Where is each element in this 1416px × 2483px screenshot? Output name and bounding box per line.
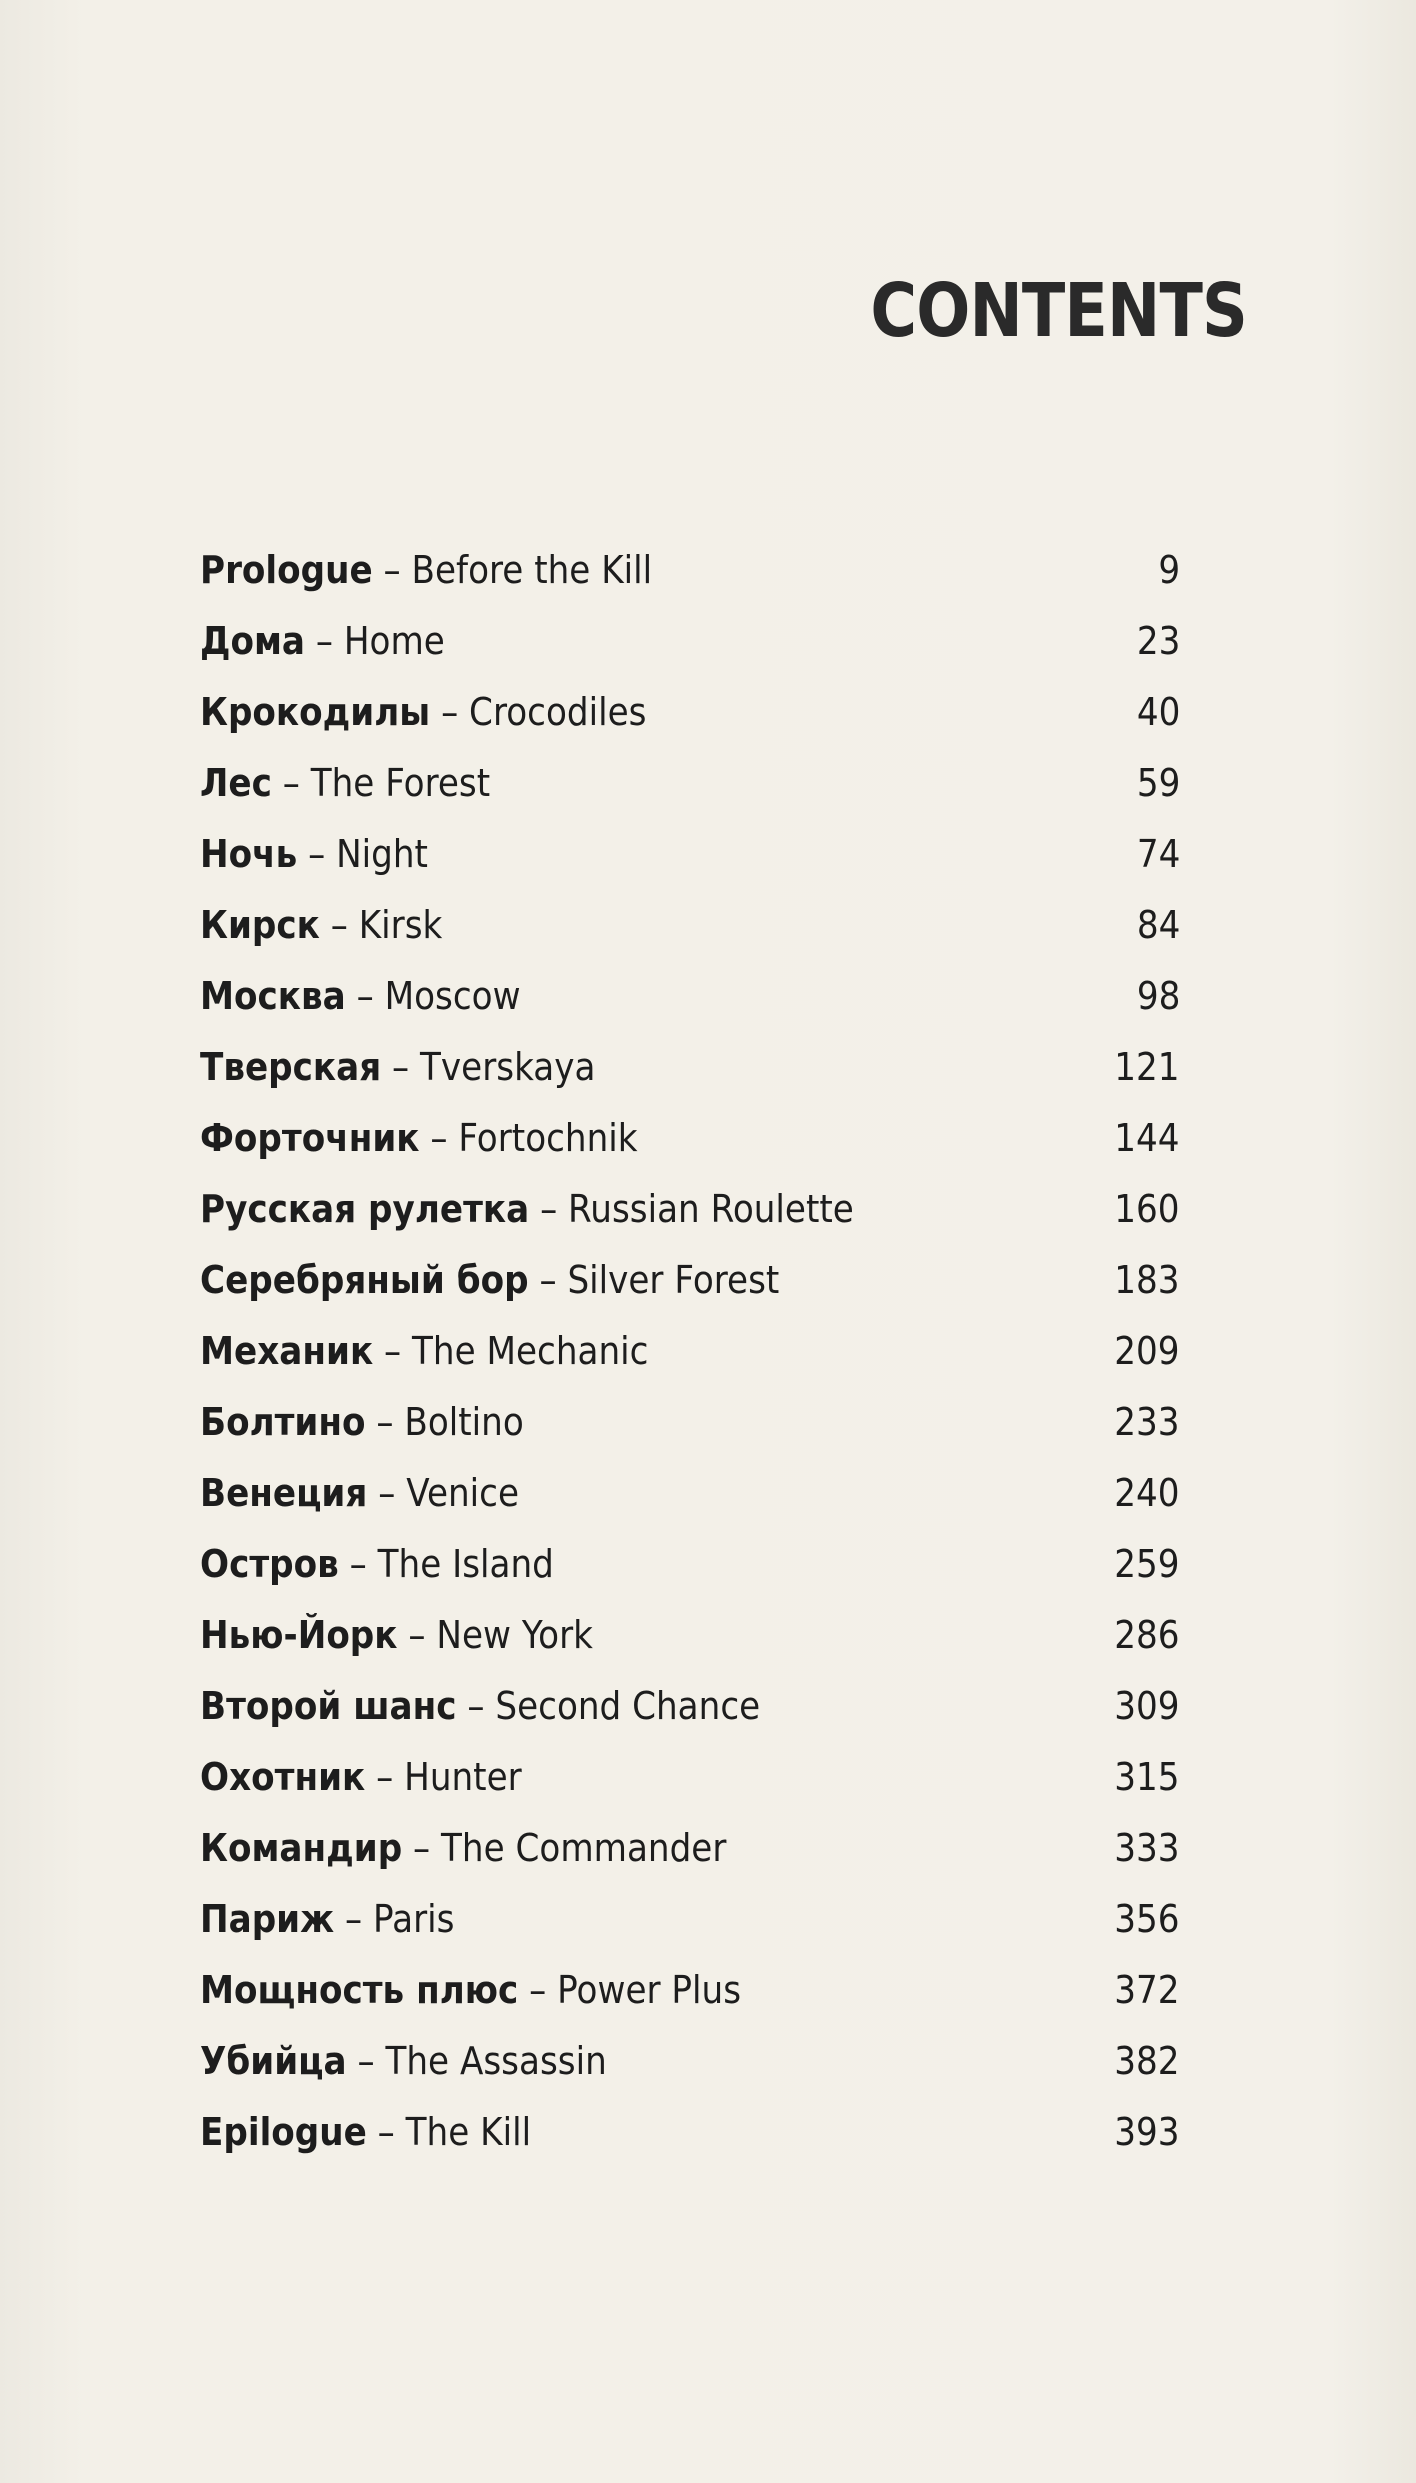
entry-english-title: Home xyxy=(343,619,445,663)
entry-separator: – xyxy=(456,1684,496,1728)
entry-page-number: 40 xyxy=(1136,690,1180,734)
toc-entry xyxy=(200,1671,1180,1742)
entry-title xyxy=(200,1103,638,1174)
entry-title xyxy=(200,1387,524,1458)
entry-russian-title: Охотник xyxy=(200,1755,366,1799)
entry-english-title: Paris xyxy=(373,1897,455,1941)
page-title: CONTENTS xyxy=(870,268,1247,354)
entry-english-title: The Forest xyxy=(310,761,491,805)
entry-title xyxy=(200,748,490,819)
entry-title xyxy=(200,961,521,1032)
entry-separator: – xyxy=(365,1755,405,1799)
entry-page-number: 382 xyxy=(1114,2039,1180,2083)
entry-title xyxy=(200,1955,741,2026)
toc-entry xyxy=(200,1316,1180,1387)
entry-russian-title: Командир xyxy=(200,1826,403,1870)
entry-english-title: Second Chance xyxy=(495,1684,761,1728)
entry-page-number: 23 xyxy=(1136,619,1180,663)
toc-entry xyxy=(200,2026,1180,2097)
entry-title xyxy=(200,1600,593,1671)
entry-separator: – xyxy=(430,690,470,734)
entry-russian-title: Форточник xyxy=(200,1116,420,1160)
entry-russian-title: Второй шанс xyxy=(200,1684,457,1728)
toc-entry xyxy=(200,677,1180,748)
entry-russian-title: Крокодилы xyxy=(200,690,431,734)
entry-russian-title: Москва xyxy=(200,974,346,1018)
entry-separator: – xyxy=(346,2039,386,2083)
entry-english-title: Before the Kill xyxy=(411,548,653,592)
entry-english-title: Silver Forest xyxy=(567,1258,780,1302)
entry-title xyxy=(200,1671,760,1742)
entry-separator: – xyxy=(372,548,412,592)
entry-page-number: 121 xyxy=(1114,1045,1180,1089)
entry-separator: – xyxy=(271,761,311,805)
entry-separator: – xyxy=(345,974,385,1018)
entry-russian-title: Ночь xyxy=(200,832,298,876)
entry-page-number: 9 xyxy=(1158,548,1180,592)
entry-russian-title: Epilogue xyxy=(200,2110,367,2154)
entry-title xyxy=(200,1458,519,1529)
entry-english-title: The Assassin xyxy=(385,2039,607,2083)
entry-separator: – xyxy=(334,1897,374,1941)
toc-entry xyxy=(200,1742,1180,1813)
entry-russian-title: Венеция xyxy=(200,1471,368,1515)
entry-russian-title: Кирск xyxy=(200,903,320,947)
toc-entry xyxy=(200,1032,1180,1103)
entry-title xyxy=(200,1174,854,1245)
entry-russian-title: Лес xyxy=(200,761,272,805)
entry-separator: – xyxy=(518,1968,558,2012)
entry-page-number: 286 xyxy=(1114,1613,1180,1657)
toc-entry xyxy=(200,1245,1180,1316)
entry-page-number: 183 xyxy=(1114,1258,1180,1302)
entry-title xyxy=(200,1529,554,1600)
entry-separator: – xyxy=(419,1116,459,1160)
entry-russian-title: Париж xyxy=(200,1897,335,1941)
entry-russian-title: Дома xyxy=(200,619,305,663)
toc-entry xyxy=(200,535,1180,606)
entry-english-title: Crocodiles xyxy=(469,690,647,734)
toc-entry xyxy=(200,1813,1180,1884)
entry-separator: – xyxy=(529,1187,569,1231)
entry-english-title: Boltino xyxy=(404,1400,524,1444)
entry-title xyxy=(200,1245,779,1316)
entry-russian-title: Тверская xyxy=(200,1045,382,1089)
entry-separator: – xyxy=(297,832,337,876)
entry-english-title: Tverskaya xyxy=(420,1045,596,1089)
entry-page-number: 333 xyxy=(1114,1826,1180,1870)
entry-page-number: 160 xyxy=(1114,1187,1180,1231)
toc-entry xyxy=(200,1955,1180,2026)
entry-page-number: 240 xyxy=(1114,1471,1180,1515)
entry-page-number: 144 xyxy=(1114,1116,1180,1160)
toc-entry xyxy=(200,961,1180,1032)
entry-russian-title: Нью-Йорк xyxy=(200,1613,398,1657)
entry-separator: – xyxy=(381,1045,421,1089)
entry-page-number: 233 xyxy=(1114,1400,1180,1444)
entry-separator: – xyxy=(366,2110,406,2154)
toc-entry xyxy=(200,748,1180,819)
entry-separator: – xyxy=(373,1329,413,1373)
entry-russian-title: Механик xyxy=(200,1329,374,1373)
entry-english-title: The Mechanic xyxy=(412,1329,649,1373)
entry-english-title: New York xyxy=(436,1613,593,1657)
entry-title xyxy=(200,1884,454,1955)
entry-english-title: Power Plus xyxy=(557,1968,742,2012)
entry-separator: – xyxy=(338,1542,378,1586)
entry-title xyxy=(200,2097,531,2168)
toc-entry xyxy=(200,1174,1180,1245)
entry-title xyxy=(200,606,445,677)
entry-russian-title: Серебряный бор xyxy=(200,1258,529,1302)
entry-separator: – xyxy=(397,1613,437,1657)
entry-title xyxy=(200,1316,648,1387)
entry-separator: – xyxy=(402,1826,442,1870)
toc-entry xyxy=(200,1884,1180,1955)
entry-page-number: 259 xyxy=(1114,1542,1180,1586)
entry-english-title: The Island xyxy=(377,1542,554,1586)
toc-entry xyxy=(200,606,1180,677)
entry-russian-title: Русская рулетка xyxy=(200,1187,530,1231)
toc-entry xyxy=(200,1458,1180,1529)
entry-english-title: Moscow xyxy=(384,974,521,1018)
entry-page-number: 84 xyxy=(1136,903,1180,947)
entry-title xyxy=(200,535,652,606)
entry-page-number: 209 xyxy=(1114,1329,1180,1373)
entry-separator: – xyxy=(304,619,344,663)
toc-entry xyxy=(200,819,1180,890)
entry-english-title: Hunter xyxy=(404,1755,522,1799)
entry-english-title: The Kill xyxy=(405,2110,532,2154)
entry-page-number: 98 xyxy=(1136,974,1180,1018)
entry-title xyxy=(200,890,442,961)
entry-title xyxy=(200,1742,522,1813)
entry-separator: – xyxy=(319,903,359,947)
entry-russian-title: Болтино xyxy=(200,1400,366,1444)
entry-title xyxy=(200,1813,726,1884)
entry-page-number: 393 xyxy=(1114,2110,1180,2154)
entry-title xyxy=(200,2026,607,2097)
entry-russian-title: Мощность плюс xyxy=(200,1968,519,2012)
entry-english-title: Night xyxy=(336,832,428,876)
toc-entry xyxy=(200,1387,1180,1458)
entry-separator: – xyxy=(528,1258,568,1302)
entry-title xyxy=(200,1032,595,1103)
toc-entry xyxy=(200,1600,1180,1671)
entry-russian-title: Prologue xyxy=(200,548,373,592)
entry-page-number: 59 xyxy=(1136,761,1180,805)
entry-page-number: 309 xyxy=(1114,1684,1180,1728)
toc-entry xyxy=(200,2097,1180,2168)
entry-title xyxy=(200,819,428,890)
table-of-contents xyxy=(200,535,1180,2168)
toc-entry xyxy=(200,890,1180,961)
entry-english-title: Fortochnik xyxy=(458,1116,638,1160)
entry-separator: – xyxy=(365,1400,405,1444)
entry-page-number: 74 xyxy=(1136,832,1180,876)
entry-title xyxy=(200,677,646,748)
entry-separator: – xyxy=(367,1471,407,1515)
entry-russian-title: Остров xyxy=(200,1542,339,1586)
entry-english-title: Venice xyxy=(406,1471,520,1515)
entry-english-title: Russian Roulette xyxy=(568,1187,854,1231)
entry-page-number: 315 xyxy=(1114,1755,1180,1799)
entry-page-number: 356 xyxy=(1114,1897,1180,1941)
entry-page-number: 372 xyxy=(1114,1968,1180,2012)
toc-entry xyxy=(200,1103,1180,1174)
entry-english-title: Kirsk xyxy=(358,903,443,947)
entry-russian-title: Убийца xyxy=(200,2039,347,2083)
entry-english-title: The Commander xyxy=(441,1826,727,1870)
toc-entry xyxy=(200,1529,1180,1600)
